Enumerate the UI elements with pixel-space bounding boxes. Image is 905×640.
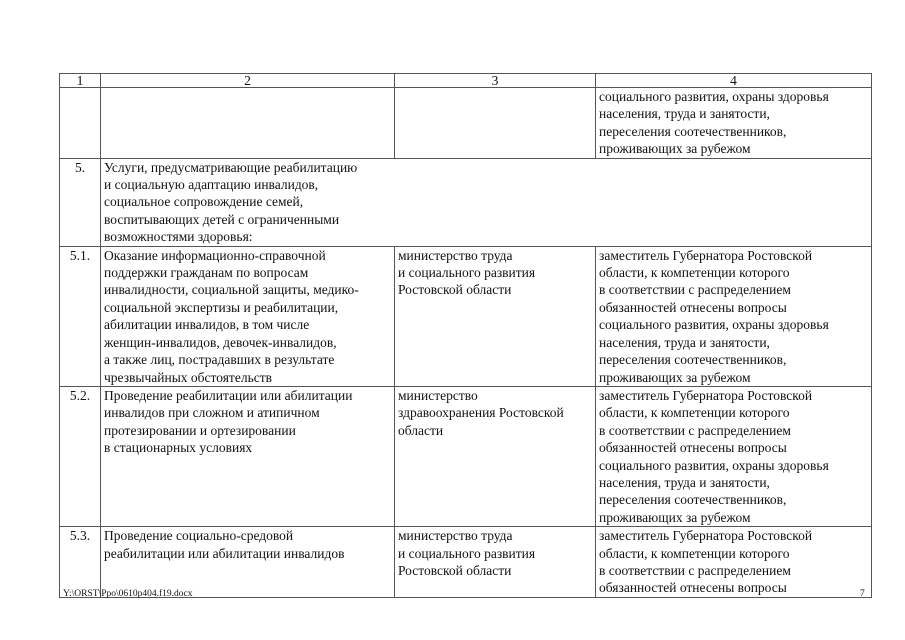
table-row bbox=[60, 246, 872, 386]
cell-line: заместитель Губернатора Ростовской bbox=[599, 247, 813, 263]
row-number: 5.1. bbox=[60, 246, 101, 386]
header-row bbox=[60, 74, 872, 88]
cell-line: министерство труда bbox=[398, 528, 513, 544]
service-cell bbox=[101, 386, 395, 526]
table-row bbox=[60, 386, 872, 526]
page-number: 7 bbox=[860, 589, 865, 599]
cell-line: чрезвычайных обстоятельств bbox=[104, 369, 272, 385]
cell-line: министерство труда bbox=[398, 247, 513, 263]
cell-line: социального развития, охраны здоровья bbox=[599, 317, 829, 333]
cell-line: министерство bbox=[398, 387, 478, 403]
cell-line: области, к компетенции которого bbox=[599, 265, 790, 281]
section-row bbox=[60, 158, 872, 246]
cell-line: в соответствии с распределением bbox=[599, 282, 791, 298]
row-number: 5.2. bbox=[60, 386, 101, 526]
cell-line: заместитель Губернатора Ростовской bbox=[599, 528, 813, 544]
cell-line: обязанностей отнесены вопросы bbox=[599, 580, 787, 596]
cell-line: населения, труда и занятости, bbox=[599, 334, 770, 350]
executor-cell bbox=[395, 88, 596, 159]
curator-cell bbox=[596, 386, 872, 526]
cell-line: Проведение социально-средовой bbox=[104, 528, 294, 544]
header-cell: 4 bbox=[596, 74, 872, 88]
row-number: 5.3. bbox=[60, 527, 101, 598]
header-cell: 3 bbox=[395, 74, 596, 88]
cell-line: Ростовской области bbox=[398, 562, 512, 578]
cell-line: переселения соотечественников, bbox=[599, 352, 787, 368]
cell-line: а также лиц, пострадавших в результате bbox=[104, 352, 335, 368]
service-cell bbox=[101, 88, 395, 159]
cell-line: в стационарных условиях bbox=[104, 440, 253, 456]
cell-line: социального развития, охраны здоровья bbox=[599, 89, 829, 104]
cell-line: возможностями здоровья: bbox=[104, 229, 253, 245]
cell-line: населения, труда и занятости, bbox=[599, 474, 770, 490]
services-table bbox=[59, 73, 872, 598]
cell-line: проживающих за рубежом bbox=[599, 369, 751, 385]
cell-line: инвалидности, социальной защиты, медико- bbox=[104, 282, 359, 298]
cell-line: здравоохранения Ростовской bbox=[398, 405, 564, 421]
cell-line: в соответствии с распределением bbox=[599, 422, 791, 438]
cell-line: инвалидов при сложном и атипичном bbox=[104, 405, 320, 421]
cell-line: обязанностей отнесены вопросы bbox=[599, 299, 787, 315]
header-cell: 2 bbox=[101, 74, 395, 88]
cell-line: в соответствии с распределением bbox=[599, 562, 791, 578]
cell-line: проживающих за рубежом bbox=[599, 141, 751, 157]
section-title bbox=[101, 158, 872, 246]
cell-line: Ростовской области bbox=[398, 282, 512, 298]
table-row bbox=[60, 527, 872, 598]
cell-line: Услуги, предусматривающие реабилитацию bbox=[104, 159, 358, 175]
cell-line: обязанностей отнесены вопросы bbox=[599, 440, 787, 456]
cell-line: населения, труда и занятости, bbox=[599, 106, 770, 122]
cell-line: и социальную адаптацию инвалидов, bbox=[104, 177, 319, 193]
executor-cell bbox=[395, 386, 596, 526]
curator-cell bbox=[596, 527, 872, 598]
cell-line: области, к компетенции которого bbox=[599, 405, 790, 421]
cell-line: воспитывающих детей с ограниченными bbox=[104, 211, 340, 227]
cell-line: социального развития, охраны здоровья bbox=[599, 457, 829, 473]
cell-line: женщин-инвалидов, девочек-инвалидов, bbox=[104, 334, 337, 350]
cell-line: Оказание информационно-справочной bbox=[104, 247, 326, 263]
cell-line: и социального развития bbox=[398, 545, 536, 561]
cell-line: области, к компетенции которого bbox=[599, 545, 790, 561]
executor-cell bbox=[395, 246, 596, 386]
cell-line: переселения соотечественников, bbox=[599, 492, 787, 508]
file-path: Y:\ORST\Ppo\0610p404.f19.docx bbox=[63, 589, 193, 599]
executor-cell bbox=[395, 527, 596, 598]
service-cell bbox=[101, 246, 395, 386]
header-cell: 1 bbox=[60, 74, 101, 88]
cell-line: Проведение реабилитации или абилитации bbox=[104, 387, 353, 403]
service-cell bbox=[101, 527, 395, 598]
cell-line: абилитации инвалидов, в том числе bbox=[104, 317, 310, 333]
cell-line: реабилитации или абилитации инвалидов bbox=[104, 545, 345, 561]
cell-line: социальное сопровождение семей, bbox=[104, 194, 304, 210]
cell-line: области bbox=[398, 422, 444, 438]
cell-line: заместитель Губернатора Ростовской bbox=[599, 387, 813, 403]
cell-line: протезировании и ортезировании bbox=[104, 422, 296, 438]
section-number: 5. bbox=[60, 158, 101, 246]
cell-line: и социального развития bbox=[398, 265, 536, 281]
num-cell bbox=[60, 88, 101, 159]
cell-line: социальной экспертизы и реабилитации, bbox=[104, 299, 339, 315]
cell-line: поддержки гражданам по вопросам bbox=[104, 265, 309, 281]
cell-line: проживающих за рубежом bbox=[599, 509, 751, 525]
continued-row bbox=[60, 88, 872, 159]
curator-cell bbox=[596, 246, 872, 386]
cell-line: переселения соотечественников, bbox=[599, 123, 787, 139]
curator-cell bbox=[596, 88, 872, 159]
